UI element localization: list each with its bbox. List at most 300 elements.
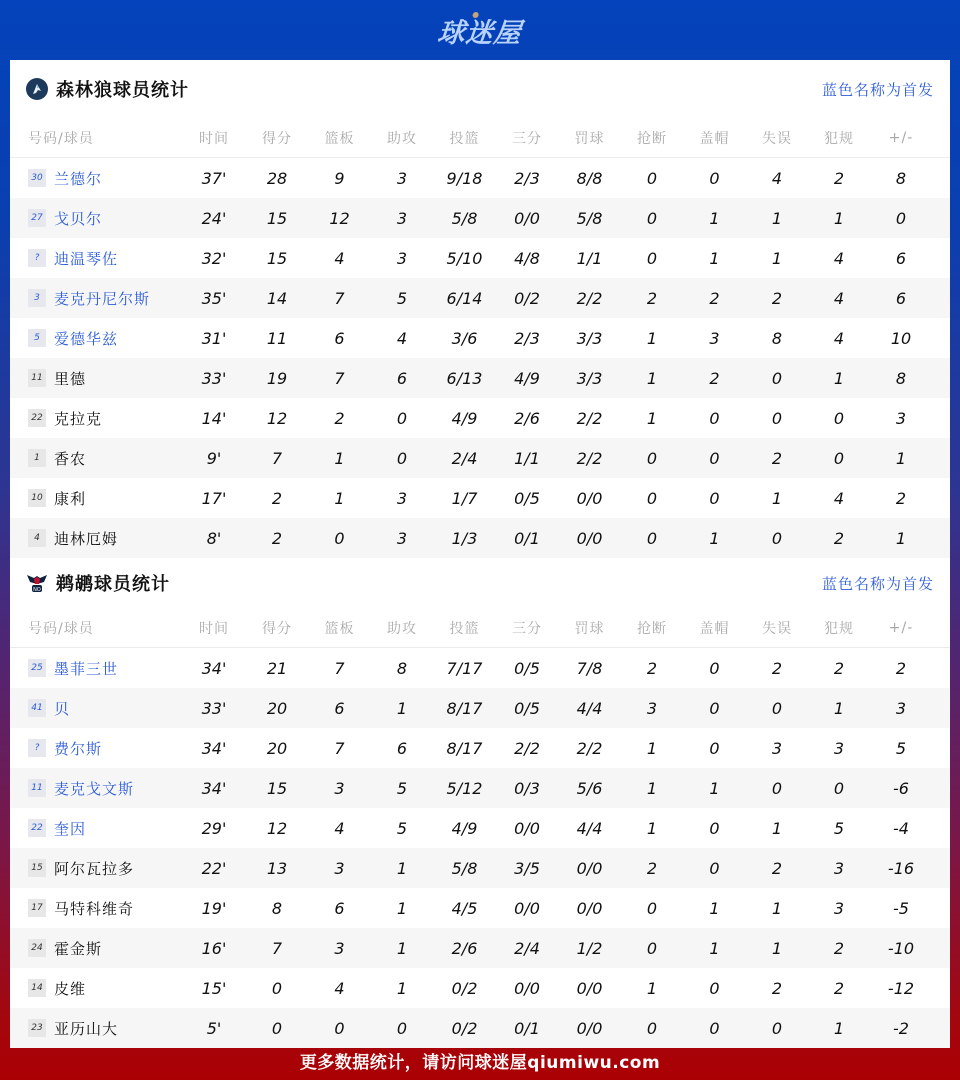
col-header-minutes: 时间 xyxy=(199,130,229,147)
stat-fouls: 4 xyxy=(833,328,845,348)
stat-steals: 1 xyxy=(646,328,658,348)
stat-points: 14 xyxy=(266,288,288,308)
stat-rebounds: 6 xyxy=(334,328,345,348)
stat-3pt: 0/2 xyxy=(514,288,540,308)
stat-steals: 0 xyxy=(646,448,658,468)
stat-rebounds: 0 xyxy=(334,1018,345,1038)
team-title xyxy=(26,76,189,102)
stat-minutes: 16' xyxy=(201,938,227,958)
stat-steals: 1 xyxy=(646,368,658,388)
stat-fg: 8/17 xyxy=(446,738,483,758)
stat-blocks: 0 xyxy=(709,858,720,878)
stat-fg: 2/4 xyxy=(451,448,478,468)
table-row[interactable] xyxy=(10,808,950,848)
stat-rebounds: 9 xyxy=(334,168,345,188)
stat-plus-minus: 2 xyxy=(895,658,907,678)
stat-points: 0 xyxy=(271,978,283,998)
stat-minutes: 19' xyxy=(201,898,227,918)
col-header-fouls: 犯规 xyxy=(824,130,854,147)
stat-rebounds: 6 xyxy=(334,698,345,718)
stat-ft: 3/3 xyxy=(576,368,603,388)
stat-fg: 5/8 xyxy=(451,208,478,228)
stat-blocks: 2 xyxy=(709,368,720,388)
player-cell xyxy=(10,778,182,799)
table-header-row xyxy=(10,608,950,648)
table-row[interactable] xyxy=(10,318,950,358)
stat-ft: 4/4 xyxy=(576,698,603,718)
player-name-link[interactable]: 皮维 xyxy=(54,979,87,998)
stat-rebounds: 4 xyxy=(334,248,345,268)
player-name-link[interactable]: 麦克丹尼尔斯 xyxy=(54,289,151,308)
stat-minutes: 29' xyxy=(201,818,227,838)
stat-blocks: 0 xyxy=(709,1018,720,1038)
stat-blocks: 1 xyxy=(709,778,720,798)
stat-points: 15 xyxy=(266,208,288,228)
stat-assists: 0 xyxy=(396,408,408,428)
stat-turnovers: 1 xyxy=(771,898,783,918)
player-name-link[interactable]: 里德 xyxy=(54,369,87,388)
stat-plus-minus: 6 xyxy=(895,248,907,268)
brand-logo xyxy=(436,11,524,50)
jersey-number-badge: 1 xyxy=(28,449,46,467)
player-name-link[interactable]: 克拉克 xyxy=(54,409,103,428)
stat-turnovers: 0 xyxy=(771,368,783,388)
stat-fouls: 3 xyxy=(833,738,845,758)
stat-fg: 1/3 xyxy=(451,528,478,548)
jersey-number-badge: 25 xyxy=(28,659,46,677)
stat-turnovers: 2 xyxy=(771,448,783,468)
table-row[interactable] xyxy=(10,158,950,198)
col-header-blocks: 盖帽 xyxy=(699,620,730,637)
stat-assists: 3 xyxy=(396,168,408,188)
col-header-plus-minus: +/- xyxy=(888,129,914,146)
player-cell xyxy=(10,528,182,549)
top-bar xyxy=(0,0,960,60)
col-header-points: 得分 xyxy=(262,620,292,637)
stat-rebounds: 7 xyxy=(334,368,345,388)
col-header-turnovers: 失误 xyxy=(762,620,792,637)
stat-3pt: 0/0 xyxy=(514,818,540,838)
stat-turnovers: 2 xyxy=(771,288,783,308)
stat-3pt: 4/8 xyxy=(514,248,540,268)
stat-blocks: 0 xyxy=(709,448,720,468)
stat-rebounds: 7 xyxy=(334,288,345,308)
stat-turnovers: 1 xyxy=(771,818,783,838)
col-header-player: 号码/球员 xyxy=(28,130,94,147)
stat-fg: 4/9 xyxy=(451,818,478,838)
stat-fouls: 2 xyxy=(833,938,845,958)
stat-fouls: 0 xyxy=(833,408,845,428)
stat-plus-minus: 3 xyxy=(895,408,907,428)
stat-steals: 0 xyxy=(646,248,658,268)
stat-minutes: 34' xyxy=(201,658,227,678)
player-name-link[interactable]: 亚历山大 xyxy=(54,1019,119,1038)
stat-3pt: 2/3 xyxy=(514,168,540,188)
stat-points: 2 xyxy=(271,528,283,548)
jersey-number-badge: 14 xyxy=(28,979,46,997)
table-row[interactable] xyxy=(10,728,950,768)
stat-fg: 6/14 xyxy=(446,288,483,308)
stat-rebounds: 7 xyxy=(334,658,345,678)
player-name-link[interactable]: 香农 xyxy=(54,449,87,468)
section-header xyxy=(10,60,950,118)
player-name-link[interactable]: 阿尔瓦拉多 xyxy=(54,859,135,878)
stat-fg: 4/5 xyxy=(451,898,478,918)
player-cell xyxy=(10,368,182,389)
player-cell xyxy=(10,328,182,349)
col-header-blocks: 盖帽 xyxy=(699,130,730,147)
stat-fouls: 4 xyxy=(833,488,845,508)
stat-steals: 0 xyxy=(646,1018,658,1038)
player-cell xyxy=(10,818,182,839)
stat-points: 15 xyxy=(266,248,288,268)
table-row[interactable] xyxy=(10,928,950,968)
jersey-number-badge: 22 xyxy=(28,819,46,837)
stat-minutes: 9' xyxy=(206,448,222,468)
stat-rebounds: 3 xyxy=(334,778,345,798)
table-row[interactable] xyxy=(10,968,950,1008)
stat-ft: 2/2 xyxy=(576,448,603,468)
stat-steals: 3 xyxy=(646,698,658,718)
stat-plus-minus: 5 xyxy=(895,738,907,758)
stat-turnovers: 0 xyxy=(771,698,783,718)
stat-blocks: 0 xyxy=(709,658,720,678)
stat-assists: 0 xyxy=(396,448,408,468)
jersey-number-badge: 4 xyxy=(28,529,46,547)
stat-steals: 1 xyxy=(646,408,658,428)
stat-fouls: 5 xyxy=(833,818,845,838)
player-name-link[interactable]: 马特科维奇 xyxy=(54,899,135,918)
col-header-rebounds: 篮板 xyxy=(324,130,355,147)
stat-ft: 2/2 xyxy=(576,408,603,428)
table-row[interactable] xyxy=(10,768,950,808)
player-cell xyxy=(10,698,182,719)
stat-fg: 5/12 xyxy=(446,778,483,798)
stat-minutes: 14' xyxy=(201,408,227,428)
stat-plus-minus: 8 xyxy=(895,168,907,188)
stat-blocks: 0 xyxy=(709,698,720,718)
team-name: 鹈鹕球员统计 xyxy=(56,574,170,595)
stat-points: 7 xyxy=(271,448,283,468)
stat-fouls: 1 xyxy=(833,368,845,388)
player-cell xyxy=(10,898,182,919)
stat-ft: 0/0 xyxy=(576,488,603,508)
stat-points: 21 xyxy=(266,658,288,678)
stat-assists: 1 xyxy=(396,698,408,718)
team-name: 森林狼球员统计 xyxy=(56,80,189,101)
stat-steals: 0 xyxy=(646,938,658,958)
player-cell xyxy=(10,488,182,509)
stat-fg: 3/6 xyxy=(451,328,478,348)
stat-rebounds: 4 xyxy=(334,978,345,998)
stat-rebounds: 1 xyxy=(334,488,345,508)
player-cell xyxy=(10,1018,182,1039)
stat-steals: 1 xyxy=(646,978,658,998)
player-cell xyxy=(10,448,182,469)
team-section-timberwolves xyxy=(10,60,950,558)
stat-blocks: 0 xyxy=(709,488,720,508)
starter-legend-note: 蓝色名称为首发 xyxy=(821,80,934,99)
stat-steals: 0 xyxy=(646,898,658,918)
stat-minutes: 22' xyxy=(201,858,227,878)
stat-plus-minus: -12 xyxy=(887,978,915,998)
player-cell xyxy=(10,248,182,269)
jersey-number-badge: 30 xyxy=(28,169,46,187)
stat-minutes: 34' xyxy=(201,778,227,798)
stat-blocks: 0 xyxy=(709,738,720,758)
stat-rebounds: 6 xyxy=(334,898,345,918)
stat-ft: 1/2 xyxy=(576,938,603,958)
stat-steals: 1 xyxy=(646,818,658,838)
jersey-number-badge: ? xyxy=(28,739,46,757)
stat-rebounds: 1 xyxy=(334,448,345,468)
stat-plus-minus: -10 xyxy=(887,938,915,958)
stat-blocks: 3 xyxy=(709,328,720,348)
stat-steals: 2 xyxy=(646,658,658,678)
stat-3pt: 0/0 xyxy=(514,208,540,228)
svg-text:NO: NO xyxy=(33,587,41,593)
col-header-fouls: 犯规 xyxy=(824,620,854,637)
stat-minutes: 37' xyxy=(201,168,227,188)
stat-blocks: 1 xyxy=(709,528,720,548)
stat-fg: 5/10 xyxy=(446,248,483,268)
stat-blocks: 0 xyxy=(709,978,720,998)
player-name-link[interactable]: 奎因 xyxy=(54,819,87,838)
stat-3pt: 0/1 xyxy=(514,1018,540,1038)
player-cell xyxy=(10,288,182,309)
stat-fg: 2/6 xyxy=(451,938,478,958)
table-row[interactable] xyxy=(10,688,950,728)
stat-3pt: 0/5 xyxy=(514,488,540,508)
stat-ft: 3/3 xyxy=(576,328,603,348)
stat-plus-minus: -16 xyxy=(887,858,915,878)
stat-minutes: 24' xyxy=(201,208,227,228)
player-name-link[interactable]: 戈贝尔 xyxy=(54,209,103,228)
col-header-fg: 投篮 xyxy=(449,620,480,637)
section-header xyxy=(10,558,950,608)
stat-assists: 5 xyxy=(396,288,408,308)
table-row[interactable] xyxy=(10,278,950,318)
stat-ft: 1/1 xyxy=(576,248,603,268)
stat-3pt: 0/0 xyxy=(514,898,540,918)
jersey-number-badge: 15 xyxy=(28,859,46,877)
stat-3pt: 0/0 xyxy=(514,978,540,998)
stat-points: 11 xyxy=(266,328,288,348)
player-cell xyxy=(10,938,182,959)
col-header-3pt: 三分 xyxy=(512,130,542,147)
table-row[interactable] xyxy=(10,648,950,688)
stat-steals: 2 xyxy=(646,288,658,308)
stat-points: 20 xyxy=(266,738,288,758)
stat-points: 20 xyxy=(266,698,288,718)
stat-3pt: 2/2 xyxy=(514,738,540,758)
stat-fouls: 4 xyxy=(833,248,845,268)
stat-rebounds: 4 xyxy=(334,818,345,838)
stat-ft: 5/6 xyxy=(576,778,603,798)
jersey-number-badge: 11 xyxy=(28,369,46,387)
stat-ft: 0/0 xyxy=(576,898,603,918)
stat-steals: 0 xyxy=(646,168,658,188)
jersey-number-badge: 22 xyxy=(28,409,46,427)
stat-minutes: 35' xyxy=(201,288,227,308)
stat-minutes: 15' xyxy=(201,978,227,998)
stat-assists: 8 xyxy=(396,658,408,678)
col-header-turnovers: 失误 xyxy=(762,130,792,147)
player-name-link[interactable]: 费尔斯 xyxy=(54,739,103,758)
stat-ft: 0/0 xyxy=(576,858,603,878)
stat-ft: 0/0 xyxy=(576,978,603,998)
stat-rebounds: 12 xyxy=(329,208,350,228)
col-header-assists: 助攻 xyxy=(387,620,417,637)
jersey-number-badge: ? xyxy=(28,249,46,267)
stat-assists: 3 xyxy=(396,208,408,228)
stat-assists: 3 xyxy=(396,248,408,268)
stat-assists: 1 xyxy=(396,938,408,958)
stat-blocks: 1 xyxy=(709,208,720,228)
stat-3pt: 0/5 xyxy=(514,698,540,718)
stat-3pt: 1/1 xyxy=(514,448,540,468)
stat-turnovers: 2 xyxy=(771,658,783,678)
stat-fouls: 1 xyxy=(833,1018,845,1038)
stat-fouls: 2 xyxy=(833,528,845,548)
stat-plus-minus: 3 xyxy=(895,698,907,718)
stat-minutes: 8' xyxy=(206,528,222,548)
stat-plus-minus: -6 xyxy=(893,778,909,798)
player-name-link[interactable]: 爱德华兹 xyxy=(54,329,119,348)
stat-3pt: 2/4 xyxy=(514,938,540,958)
stat-fg: 5/8 xyxy=(451,858,478,878)
stat-fouls: 1 xyxy=(833,698,845,718)
stat-fg: 1/7 xyxy=(451,488,478,508)
stat-fg: 8/17 xyxy=(446,698,483,718)
team-title xyxy=(26,570,170,596)
table-row[interactable] xyxy=(10,478,950,518)
stat-ft: 0/0 xyxy=(576,1018,603,1038)
col-header-points: 得分 xyxy=(262,130,292,147)
col-header-player: 号码/球员 xyxy=(28,620,94,637)
stat-3pt: 2/3 xyxy=(514,328,540,348)
stat-points: 0 xyxy=(271,1018,283,1038)
player-name-link[interactable]: 兰德尔 xyxy=(54,169,103,188)
stat-minutes: 34' xyxy=(201,738,227,758)
table-row[interactable] xyxy=(10,848,950,888)
stat-ft: 7/8 xyxy=(576,658,603,678)
player-cell xyxy=(10,858,182,879)
stat-3pt: 0/5 xyxy=(514,658,540,678)
stat-assists: 6 xyxy=(396,368,408,388)
stat-3pt: 0/1 xyxy=(514,528,540,548)
stat-3pt: 2/6 xyxy=(514,408,540,428)
stat-turnovers: 1 xyxy=(771,248,783,268)
player-name-link[interactable]: 墨菲三世 xyxy=(54,659,119,678)
stat-minutes: 33' xyxy=(201,698,227,718)
col-header-assists: 助攻 xyxy=(387,130,417,147)
stat-points: 28 xyxy=(266,168,288,188)
col-header-rebounds: 篮板 xyxy=(324,620,355,637)
stat-fouls: 2 xyxy=(833,168,845,188)
stat-fouls: 2 xyxy=(833,978,845,998)
stat-blocks: 2 xyxy=(709,288,720,308)
timberwolves-logo-icon xyxy=(26,78,48,100)
jersey-number-badge: 5 xyxy=(28,329,46,347)
stat-blocks: 0 xyxy=(709,818,720,838)
stat-plus-minus: 2 xyxy=(895,488,907,508)
stat-turnovers: 2 xyxy=(771,858,783,878)
jersey-number-badge: 17 xyxy=(28,899,46,917)
jersey-number-badge: 24 xyxy=(28,939,46,957)
stat-turnovers: 8 xyxy=(771,328,783,348)
player-name-link[interactable]: 迪温琴佐 xyxy=(54,249,119,268)
stat-turnovers: 0 xyxy=(771,778,783,798)
jersey-number-badge: 41 xyxy=(28,699,46,717)
table-row[interactable] xyxy=(10,518,950,558)
stat-assists: 1 xyxy=(396,978,408,998)
stat-assists: 5 xyxy=(396,818,408,838)
stat-fouls: 0 xyxy=(833,448,845,468)
jersey-number-badge: 23 xyxy=(28,1019,46,1037)
player-name-link[interactable]: 康利 xyxy=(54,489,87,508)
table-row[interactable] xyxy=(10,438,950,478)
stat-fg: 4/9 xyxy=(451,408,478,428)
player-name-link[interactable]: 麦克戈文斯 xyxy=(54,779,135,798)
table-row[interactable] xyxy=(10,238,950,278)
starter-legend-note: 蓝色名称为首发 xyxy=(821,574,934,593)
stat-points: 12 xyxy=(266,818,288,838)
stat-assists: 6 xyxy=(396,738,408,758)
player-cell xyxy=(10,408,182,429)
stat-assists: 5 xyxy=(396,778,408,798)
player-cell xyxy=(10,208,182,229)
stat-points: 19 xyxy=(266,368,288,388)
player-stats-table xyxy=(10,608,950,1048)
table-row[interactable] xyxy=(10,888,950,928)
stat-assists: 1 xyxy=(396,858,408,878)
table-header-row xyxy=(10,118,950,158)
stat-assists: 1 xyxy=(396,898,408,918)
col-header-steals: 抢断 xyxy=(637,620,667,637)
stat-blocks: 1 xyxy=(709,898,720,918)
stat-fouls: 1 xyxy=(833,208,845,228)
stat-ft: 2/2 xyxy=(576,738,603,758)
stat-plus-minus: 0 xyxy=(895,208,907,228)
table-row[interactable] xyxy=(10,358,950,398)
stat-rebounds: 0 xyxy=(334,528,345,548)
player-stats-table xyxy=(10,118,950,558)
col-header-3pt: 三分 xyxy=(512,620,542,637)
table-row[interactable] xyxy=(10,398,950,438)
stat-blocks: 1 xyxy=(709,938,720,958)
stat-ft: 4/4 xyxy=(576,818,603,838)
player-name-link[interactable]: 霍金斯 xyxy=(54,939,103,958)
player-name-link[interactable]: 贝 xyxy=(54,699,71,718)
stat-points: 13 xyxy=(266,858,288,878)
stat-turnovers: 1 xyxy=(771,938,783,958)
stat-minutes: 32' xyxy=(201,248,227,268)
stat-minutes: 17' xyxy=(201,488,227,508)
stat-fg: 7/17 xyxy=(446,658,483,678)
stat-plus-minus: 6 xyxy=(895,288,907,308)
stat-fouls: 4 xyxy=(833,288,845,308)
col-header-ft: 罚球 xyxy=(574,130,605,147)
stat-ft: 5/8 xyxy=(576,208,603,228)
table-row[interactable] xyxy=(10,198,950,238)
player-name-link[interactable]: 迪林厄姆 xyxy=(54,529,119,548)
stat-blocks: 0 xyxy=(709,168,720,188)
stat-assists: 4 xyxy=(396,328,408,348)
stat-minutes: 5' xyxy=(206,1018,222,1038)
brand-logo-text: 球迷屋 xyxy=(436,17,524,49)
col-header-minutes: 时间 xyxy=(199,620,229,637)
